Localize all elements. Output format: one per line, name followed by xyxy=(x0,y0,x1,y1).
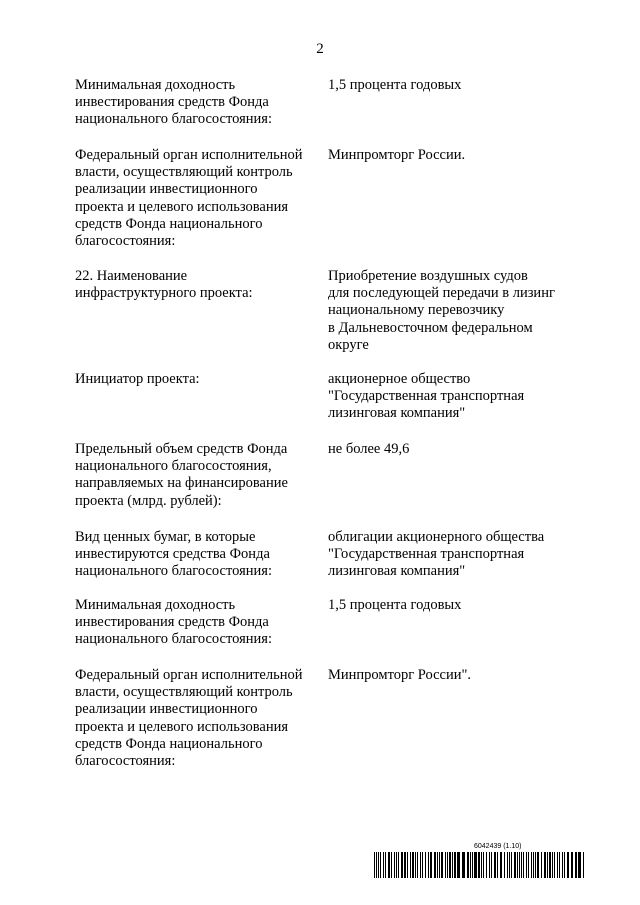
row-value: Минпромторг России. xyxy=(328,147,466,163)
row-label: Предельный объем средств Фонда национального благосостояния, направляемых на финансирование проекта (млрд. рублей): xyxy=(75,441,288,509)
row-value: не более 49,6 xyxy=(328,441,410,457)
barcode-icon xyxy=(374,852,588,878)
page-number: 2 xyxy=(316,41,324,57)
row-value: облигации акционерного общества "Государственная транспортная лизинговая компания" xyxy=(328,529,545,580)
row-value: 1,5 процента годовых xyxy=(328,77,462,93)
row-value: Приобретение воздушных судов для последующей передачи в лизинг национальному перевозчику в Дальневосточном федеральном округе xyxy=(328,268,555,353)
row-label: Минимальная доходность инвестирования средств Фонда национального благосостояния: xyxy=(75,597,272,648)
row-value: акционерное общество "Государственная транспортная лизинговая компания" xyxy=(328,371,525,422)
row-label: Минимальная доходность инвестирования средств Фонда национального благосостояния: xyxy=(75,77,272,128)
row-label: Вид ценных бумаг, в которые инвестируются средства Фонда национального благосостояния: xyxy=(75,529,272,580)
row-label: Федеральный орган исполнительной власти, осуществляющий контроль реализации инвестиционного проекта и целевого использования средств Фонда национального благосостояния: xyxy=(75,147,303,250)
row-value: Минпромторг России". xyxy=(328,667,472,683)
row-value: 1,5 процента годовых xyxy=(328,597,462,613)
row-label: 22. Наименование инфраструктурного проекта: xyxy=(75,268,253,302)
row-label: Инициатор проекта: xyxy=(75,371,200,387)
barcode-label: 6042439 (1.10) xyxy=(474,843,522,850)
row-label: Федеральный орган исполнительной власти, осуществляющий контроль реализации инвестиционного проекта и целевого использования средств Фонда национального благосостояния: xyxy=(75,667,303,770)
